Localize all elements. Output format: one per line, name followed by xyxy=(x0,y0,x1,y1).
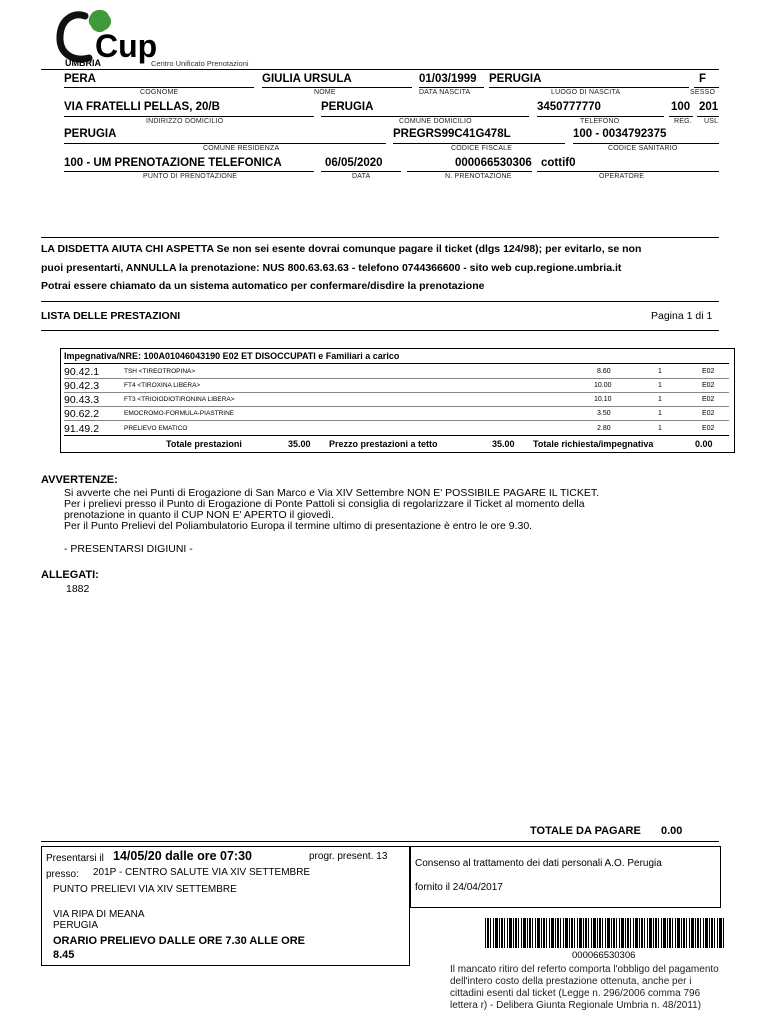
row-desc: FT3 <TRIOIODIOTIRONINA LIBERA> xyxy=(124,396,235,403)
rule xyxy=(64,420,729,421)
cognome-value: PERA xyxy=(64,73,96,85)
consenso-line-1: Consenso al trattamento dei dati personali A.O. Perugia xyxy=(415,858,662,869)
totale-pagare-label: TOTALE DA PAGARE xyxy=(530,825,641,837)
rule xyxy=(64,392,729,393)
indirizzo-value: VIA FRATELLI PELLAS, 20/B xyxy=(64,101,220,113)
data-nascita-value: 01/03/1999 xyxy=(419,73,477,85)
totale-richiesta-value: 0.00 xyxy=(695,439,713,449)
codice-fiscale-label: CODICE FISCALE xyxy=(451,145,513,152)
rule xyxy=(407,171,532,172)
impegnativa-line: Impegnativa/NRE: 100A01046043190 E02 ET DISOCCUPATI e Familiari a carico xyxy=(64,351,400,361)
telefono-value: 3450777770 xyxy=(537,101,601,113)
row-code: 90.42.3 xyxy=(64,380,100,392)
via-value: VIA RIPA DI MEANA xyxy=(53,909,145,920)
avvertenze-line-1: Si avverte che nei Punti di Erogazione di San Marco e Via XIV Settembre NON E' POSSIBILE PAGARE IL TICKET. xyxy=(64,487,600,499)
comune-domicilio-label: COMUNE DOMICILIO xyxy=(399,118,472,125)
operatore-value: cottif0 xyxy=(541,157,576,169)
progr-present: progr. present. 13 xyxy=(309,851,388,862)
presso-value: 201P - CENTRO SALUTE VIA XIV SETTEMBRE xyxy=(93,867,311,878)
orario-line-2: 8.45 xyxy=(53,949,75,961)
appointment-datetime: 14/05/20 dalle ore 07:30 xyxy=(113,849,252,863)
sesso-value: F xyxy=(699,73,707,85)
row-code: 90.42.1 xyxy=(64,366,100,378)
row-esenzione: E02 xyxy=(702,410,715,417)
rule xyxy=(697,116,719,117)
barcode-graphic xyxy=(485,918,725,948)
rule xyxy=(64,87,254,88)
disclaimer-line-4: lettera r) - Delibera Giunta Regionale Umbria n. 48/2011) xyxy=(450,1000,702,1011)
disclaimer-line-1: Il mancato ritiro del referto comporta l'obbligo del pagamento xyxy=(450,964,719,975)
allegati-value: 1882 xyxy=(66,583,90,595)
data-value: 06/05/2020 xyxy=(325,157,383,169)
rule xyxy=(419,87,484,88)
row-desc: PRELIEVO EMATICO xyxy=(124,425,188,432)
indirizzo-label: INDIRIZZO DOMICILIO xyxy=(146,118,224,125)
codice-sanitario-label: CODICE SANITARIO xyxy=(608,145,678,152)
avvertenze-line-5: - PRESENTARSI DIGIUNI - xyxy=(64,543,193,555)
totale-prestazioni-value: 35.00 xyxy=(288,439,311,449)
totale-richiesta-label: Totale richiesta/impegnativa xyxy=(533,439,654,449)
notice-line-3: Potrai essere chiamato da un sistema automatico per confermare/disdire la prenotazione xyxy=(41,280,485,292)
presso-label: presso: xyxy=(46,869,79,880)
lista-title: LISTA DELLE PRESTAZIONI xyxy=(41,310,181,322)
row-desc: EMOCROMO-FORMULA-PIASTRINE xyxy=(124,410,235,417)
luogo-nascita-label: LUOGO DI NASCITA xyxy=(551,89,621,96)
row-desc: TSH <TIREOTROPINA> xyxy=(124,368,196,375)
row-price: 10.00 xyxy=(594,382,612,389)
data-nascita-label: DATA NASCITA xyxy=(419,89,471,96)
totale-pagare-value: 0.00 xyxy=(661,825,683,837)
rule xyxy=(64,378,729,379)
row-code: 90.43.3 xyxy=(64,394,100,406)
allegati-title: ALLEGATI: xyxy=(41,569,99,581)
comune-residenza-value: PERUGIA xyxy=(64,128,117,140)
row-desc: FT4 <TIROXINA LIBERA> xyxy=(124,382,201,389)
logo-caption: Centro Unificato Prenotazioni xyxy=(151,59,249,68)
orario-line-1: ORARIO PRELIEVO DALLE ORE 7.30 ALLE ORE xyxy=(53,935,306,947)
row-esenzione: E02 xyxy=(702,396,715,403)
cup-umbria-logo xyxy=(55,8,290,68)
rule xyxy=(64,143,386,144)
bottom-rule xyxy=(41,841,719,842)
row-price: 8.60 xyxy=(597,368,611,375)
row-code: 90.62.2 xyxy=(64,408,100,420)
row-qty: 1 xyxy=(658,368,662,375)
avvertenze-line-4: Per il Punto Prelievi del Poliambulatorio Europa il termine ultimo di presentazione è entro le ore 9.30. xyxy=(64,520,533,532)
notice-line-2: puoi presentarti, ANNULLA la prenotazione: NUS 800.63.63.63 - telefono 0744366600 - sito web cup.regione.umbria.it xyxy=(41,262,622,274)
rule xyxy=(64,363,729,364)
usl-value: 201 xyxy=(699,101,719,113)
logo-subtext: UMBRIA xyxy=(65,58,101,68)
disclaimer-line-2: dell'intero costo della prestazione ottenuta, anche per i xyxy=(450,976,692,987)
rule xyxy=(321,116,529,117)
logo-text: Cup xyxy=(95,28,158,64)
rule xyxy=(573,143,719,144)
punto-prelievi: PUNTO PRELIEVI VIA XIV SETTEMBRE xyxy=(53,884,237,895)
usl-label: USL xyxy=(704,118,719,125)
avvertenze-title: AVVERTENZE: xyxy=(41,474,118,486)
row-code: 91.49.2 xyxy=(64,423,100,435)
codice-sanitario-value: 100 - 0034792375 xyxy=(573,128,667,140)
rule xyxy=(489,87,689,88)
rule xyxy=(537,116,664,117)
nome-label: NOME xyxy=(314,89,336,96)
lista-rule xyxy=(41,330,719,331)
reg-value: 100 xyxy=(671,101,691,113)
consenso-line-2: fornito il 24/04/2017 xyxy=(415,882,503,893)
sesso-label: SESSO xyxy=(690,89,716,96)
disclaimer-line-3: cittadini esenti dal ticket (Legge n. 296/2006 comma 796 xyxy=(450,988,701,999)
rule xyxy=(393,143,565,144)
rule xyxy=(694,87,719,88)
citta-value: PERUGIA xyxy=(53,920,99,931)
cognome-label: COGNOME xyxy=(140,89,179,96)
nome-value: GIULIA URSULA xyxy=(262,73,352,85)
row-qty: 1 xyxy=(658,425,662,432)
luogo-nascita-value: PERUGIA xyxy=(489,73,542,85)
rule xyxy=(64,171,314,172)
row-qty: 1 xyxy=(658,382,662,389)
row-qty: 1 xyxy=(658,410,662,417)
prezzo-tetto-label: Prezzo prestazioni a tetto xyxy=(329,439,438,449)
rule xyxy=(64,406,729,407)
data-label: DATA xyxy=(352,173,371,180)
codice-fiscale-value: PREGRS99C41G478L xyxy=(393,128,511,140)
prezzo-tetto-value: 35.00 xyxy=(492,439,515,449)
avvertenze-line-3: prenotazione in quanto il CUP NON E' APERTO il giovedì. xyxy=(64,509,334,521)
rule xyxy=(669,116,693,117)
appointment-box xyxy=(41,846,410,966)
presentarsi-label: Presentarsi il xyxy=(46,853,104,864)
consenso-box xyxy=(410,846,721,908)
rule xyxy=(64,116,314,117)
rule xyxy=(537,171,719,172)
notice-top-rule xyxy=(41,237,719,238)
rule xyxy=(262,87,412,88)
row-price: 3.50 xyxy=(597,410,611,417)
totale-prestazioni-label: Totale prestazioni xyxy=(166,439,242,449)
row-price: 2.80 xyxy=(597,425,611,432)
row-qty: 1 xyxy=(658,396,662,403)
comune-domicilio-value: PERUGIA xyxy=(321,101,374,113)
avvertenze-line-2: Per i prelievi presso il Punto di Erogazione di Ponte Pattoli si consiglia di regolarizzare il Ticket al momento della xyxy=(64,498,585,510)
rule xyxy=(64,435,729,436)
n-prenotazione-value: 000066530306 xyxy=(455,157,532,169)
row-esenzione: E02 xyxy=(702,368,715,375)
row-price: 10.10 xyxy=(594,396,612,403)
punto-prenotazione-value: 100 - UM PRENOTAZIONE TELEFONICA xyxy=(64,157,282,169)
header-rule xyxy=(41,69,719,70)
punto-prenotazione-label: PUNTO DI PRENOTAZIONE xyxy=(143,173,238,180)
operatore-label: OPERATORE xyxy=(599,173,645,180)
comune-residenza-label: COMUNE RESIDENZA xyxy=(203,145,280,152)
notice-bottom-rule xyxy=(41,301,719,302)
notice-line-1: LA DISDETTA AIUTA CHI ASPETTA Se non sei esente dovrai comunque pagare il ticket (dlgs 124/98); per evitarlo, se non xyxy=(41,243,642,255)
telefono-label: TELEFONO xyxy=(580,118,620,125)
n-prenotazione-label: N. PRENOTAZIONE xyxy=(445,173,512,180)
row-esenzione: E02 xyxy=(702,382,715,389)
rule xyxy=(321,171,401,172)
row-esenzione: E02 xyxy=(702,425,715,432)
barcode-number: 000066530306 xyxy=(572,950,636,961)
page-indicator: Pagina 1 di 1 xyxy=(651,310,713,322)
reg-label: REG. xyxy=(674,118,692,125)
